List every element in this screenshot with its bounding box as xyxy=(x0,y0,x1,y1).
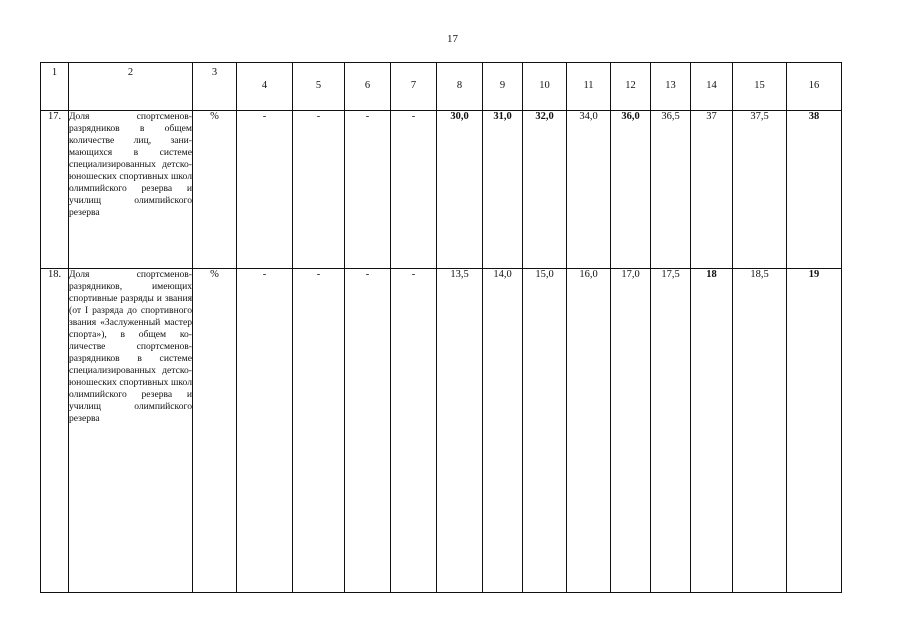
column-header: 7 xyxy=(391,63,437,111)
column-header: 13 xyxy=(651,63,691,111)
value-cell: - xyxy=(293,269,345,593)
column-header: 1 xyxy=(41,63,69,111)
table-row xyxy=(41,269,842,593)
value-cell: - xyxy=(237,269,293,593)
column-header: 8 xyxy=(437,63,483,111)
value-cell: 17,0 xyxy=(611,269,651,593)
column-header: 6 xyxy=(345,63,391,111)
column-header: 4 xyxy=(237,63,293,111)
value-cell: - xyxy=(391,269,437,593)
row-number: 17. xyxy=(41,111,69,269)
value-cell: 17,5 xyxy=(651,269,691,593)
value-cell: 15,0 xyxy=(523,269,567,593)
value-cell: - xyxy=(237,111,293,269)
column-header: 2 xyxy=(69,63,193,111)
table-row xyxy=(41,111,842,269)
value-cell: 30,0 xyxy=(437,111,483,269)
value-cell: 32,0 xyxy=(523,111,567,269)
indicators-table xyxy=(40,62,842,593)
column-header: 10 xyxy=(523,63,567,111)
indicator-name: Доля спортсменов-разрядников в общем количестве лиц, зани-мающихся в системе специализированных детско-юношеских спортивных школ олимпийского резерва и училищ олимпийского резерва xyxy=(69,111,193,269)
value-cell: 18 xyxy=(691,269,733,593)
value-cell: 31,0 xyxy=(483,111,523,269)
value-cell: 37,5 xyxy=(733,111,787,269)
unit-cell: % xyxy=(193,269,237,593)
row-number: 18. xyxy=(41,269,69,593)
value-cell: 19 xyxy=(787,269,842,593)
column-header: 16 xyxy=(787,63,842,111)
indicator-name: Доля спортсменов-разрядников, имеющих спортивные разряды и звания (от I разряда до спортивного звания «Заслуженный мастер спорта»), в общем ко-личестве спортсменов-разрядников в системе специализированных детско-юношеских спортивных школ олимпийского резерва и училищ олимпийского резерва xyxy=(69,269,193,593)
value-cell: 34,0 xyxy=(567,111,611,269)
value-cell: 13,5 xyxy=(437,269,483,593)
column-header: 11 xyxy=(567,63,611,111)
column-header: 15 xyxy=(733,63,787,111)
table-header-row xyxy=(41,63,842,111)
value-cell: - xyxy=(391,111,437,269)
value-cell: - xyxy=(345,111,391,269)
unit-cell: % xyxy=(193,111,237,269)
column-header: 14 xyxy=(691,63,733,111)
column-header: 9 xyxy=(483,63,523,111)
column-header: 12 xyxy=(611,63,651,111)
column-header: 3 xyxy=(193,63,237,111)
value-cell: 18,5 xyxy=(733,269,787,593)
value-cell: 36,0 xyxy=(611,111,651,269)
value-cell: - xyxy=(293,111,345,269)
page-number: 17 xyxy=(447,33,458,45)
value-cell: 37 xyxy=(691,111,733,269)
value-cell: - xyxy=(345,269,391,593)
value-cell: 14,0 xyxy=(483,269,523,593)
column-header: 5 xyxy=(293,63,345,111)
value-cell: 16,0 xyxy=(567,269,611,593)
value-cell: 36,5 xyxy=(651,111,691,269)
value-cell: 38 xyxy=(787,111,842,269)
